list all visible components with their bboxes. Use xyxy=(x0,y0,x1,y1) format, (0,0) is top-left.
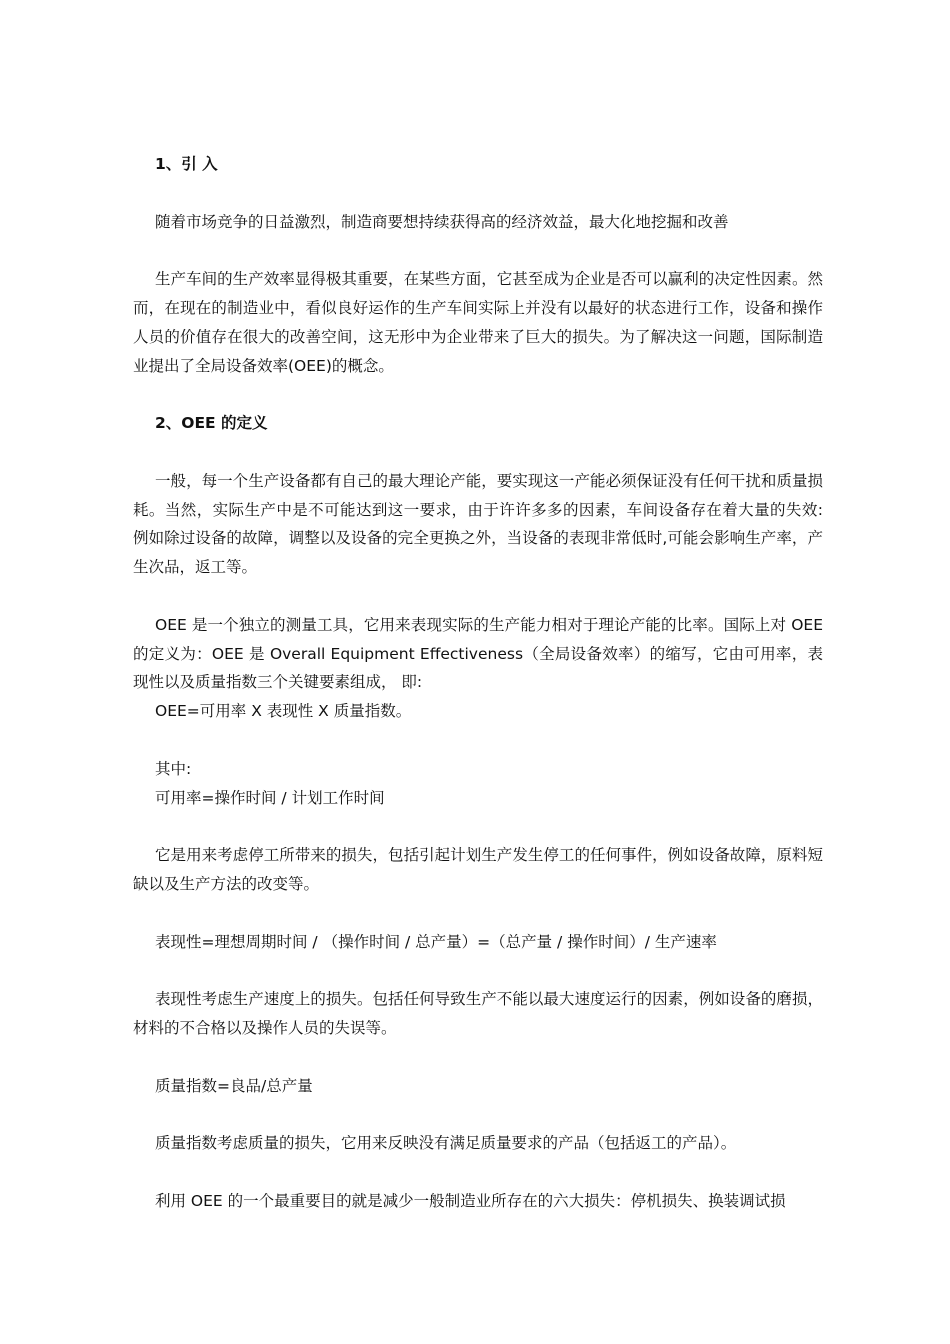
section-heading-oee-definition: 2、OEE 的定义 xyxy=(155,414,268,433)
paragraph-theoretical-capacity: 一般，每一个生产设备都有自己的最大理论产能，要实现这一产能必须保证没有任何干扰和质量损耗。当然，实际生产中是不可能达到这一要求，由于许许多多的因素，车间设备存在着大量的失效: 例如除过设备的故障，调整以及设备的完全更换之外，当设备的表现非常低时,可能会影响生产率，产生次品，返工等。 xyxy=(133,471,823,577)
label-among: 其中: xyxy=(155,759,192,778)
paragraph-six-losses: 利用 OEE 的一个最重要目的就是减少一般制造业所存在的六大损失：停机损失、换装调试损 xyxy=(155,1191,786,1210)
document-body xyxy=(133,150,823,1215)
formula-oee: OEE=可用率 X 表现性 X 质量指数。 xyxy=(155,702,412,721)
formula-availability: 可用率=操作时间 / 计划工作时间 xyxy=(155,788,385,807)
paragraph-intro-2: 生产车间的生产效率显得极其重要，在某些方面，它甚至成为企业是否可以赢利的决定性因素。然而，在现在的制造业中，看似良好运作的生产车间实际上并没有以最好的状态进行工作，设备和操作人员的价值存在很大的改善空间，这无形中为企业带来了巨大的损失。为了解决这一问题，国际制造业提出了全局设备效率(OEE)的概念。 xyxy=(133,270,823,375)
paragraph-performance: 表现性考虑生产速度上的损失。包括任何导致生产不能以最大速度运行的因素，例如设备的磨损，材料的不合格以及操作人员的失误等。 xyxy=(133,990,823,1037)
formula-quality: 质量指数=良品/总产量 xyxy=(155,1076,313,1095)
paragraph-oee-definition: OEE 是一个独立的测量工具，它用来表现实际的生产能力相对于理论产能的比率。国际上对 OEE 的定义为：OEE 是 Overall Equipment Effectiveness（全局设备效率）的缩写，它由可用率，表现性以及质量指数三个关键要素组成， 即: xyxy=(133,615,823,692)
paragraph-intro-1: 随着市场竞争的日益激烈，制造商要想持续获得高的经济效益，最大化地挖掘和改善 xyxy=(155,212,729,231)
paragraph-quality: 质量指数考虑质量的损失，它用来反映没有满足质量要求的产品（包括返工的产品）。 xyxy=(155,1134,737,1153)
paragraph-availability: 它是用来考虑停工所带来的损失，包括引起计划生产发生停工的任何事件，例如设备故障，原料短缺以及生产方法的改变等。 xyxy=(133,846,823,893)
section-heading-intro: 1、引 入 xyxy=(155,155,218,173)
formula-performance: 表现性=理想周期时间 / （操作时间 / 总产量）=（总产量 / 操作时间）/ 生产速率 xyxy=(155,932,717,951)
